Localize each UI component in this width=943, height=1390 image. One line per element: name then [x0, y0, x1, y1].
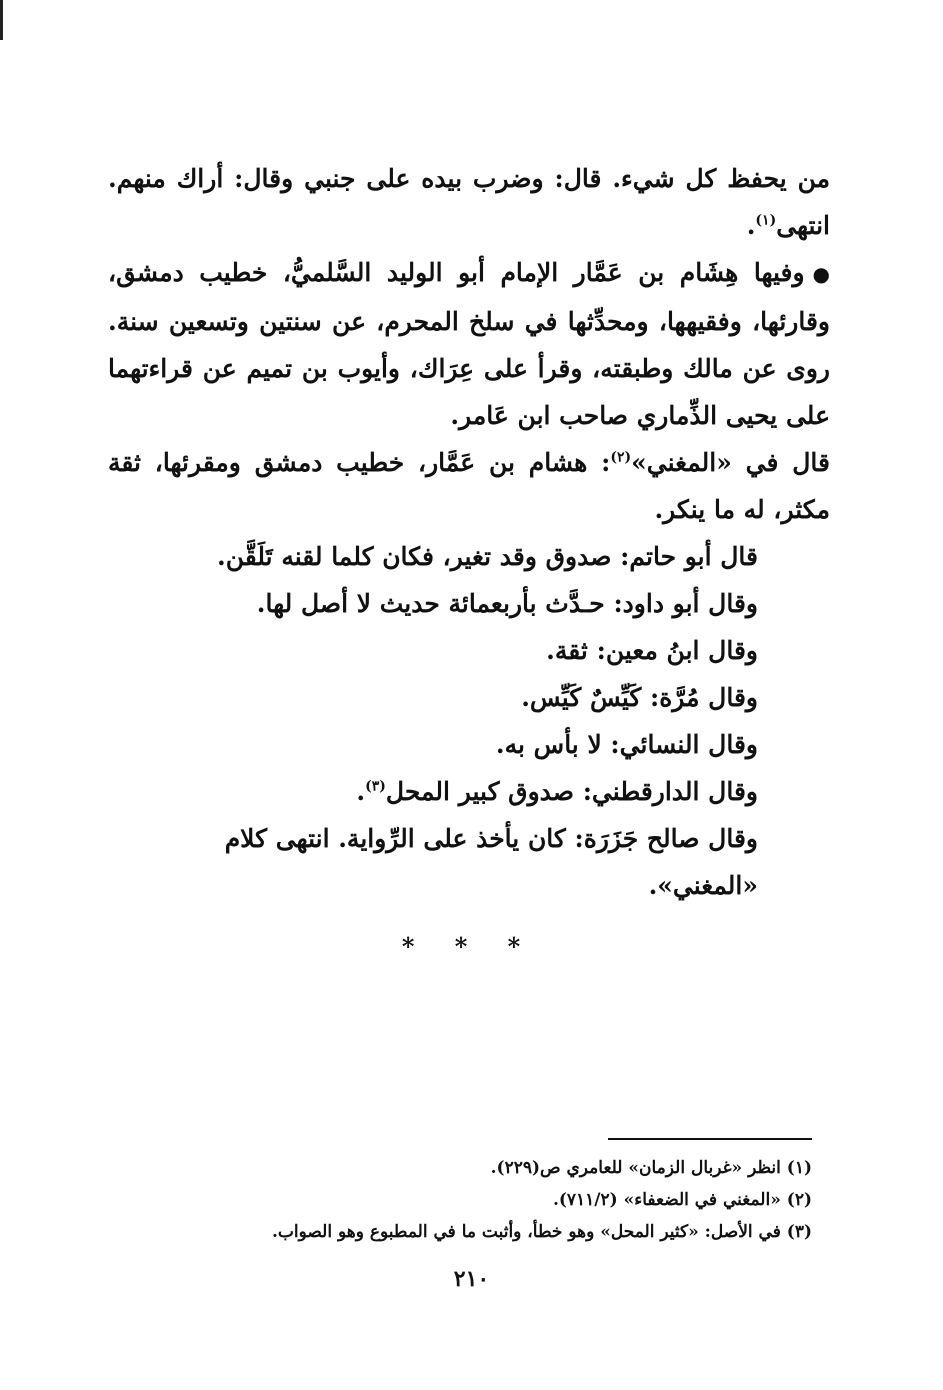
paragraph-1-end: .	[746, 211, 756, 240]
quote-daraqutni	[108, 768, 758, 815]
footnote-ref-3[interactable]: (٣)	[365, 778, 386, 795]
paragraph-2-text: وفيها هِشَام بن عَمَّار الإمام أبو الوليد السَّلميُّ، خطيب دمشق، وقارئها، وفقيهها، ومحدِّثها في سلخ المحرم، عن سنتين وتسعين سنة. روى عن مالك وطبقته، وقرأ على عِرَاك، وأيوب بن تميم عن قراءتهما على يحيى الذِّماري صاحب ابن عَامر.	[108, 258, 830, 430]
footnote-3: (٣) في الأصل: «كثير المحل» وهو خطأ، وأثبت ما في المطبوع وهو الصواب.	[271, 1222, 812, 1242]
paragraph-3-text-b: : هشام بن عَمَّار، خطيب دمشق ومقرئها، ثقة مكثر، له ما ينكر.	[108, 448, 830, 524]
quote-daraqutni-end: .	[356, 777, 366, 806]
scan-edge-mark	[0, 0, 3, 40]
quote-nasai: وقال النسائي: لا بأس به.	[495, 730, 758, 759]
bullet-icon: ●	[812, 262, 830, 286]
paragraph-3	[108, 439, 830, 533]
quote-abu-hatim: قال أبو حاتم: صدوق وقد تغير، فكان كلما لقنه تَلَقَّن.	[217, 542, 758, 571]
footnote-2: (٢) «المغني في الضعفاء» (٧١١/٢).	[552, 1190, 812, 1210]
paragraph-2	[108, 249, 830, 439]
footnotes	[180, 1152, 812, 1248]
footnote-1: (١) انظر «غربال الزمان» للعامري ص(٢٢٩).	[490, 1158, 812, 1178]
main-text	[108, 155, 830, 970]
page-number: ٢١٠	[453, 1266, 490, 1292]
section-separator: * * *	[401, 932, 537, 961]
quote-murra: وقال مُرَّة: كَيِّسٌ كَيِّس.	[521, 683, 758, 712]
quote-salih-jazara: وقال صالح جَزَرَة: كان يأخذ على الرِّواية. انتهى كلام «المغني».	[224, 824, 758, 900]
paragraph-1	[108, 155, 830, 249]
paragraph-3-text-a: قال في «المغني»	[631, 448, 830, 477]
quote-ibn-main: وقال ابنُ معين: ثقة.	[546, 636, 758, 665]
quote-daraqutni-text: وقال الدارقطني: صدوق كبير المحل	[385, 777, 758, 806]
footnote-ref-1[interactable]: (١)	[755, 212, 777, 229]
footnote-divider	[608, 1138, 812, 1140]
quote-abu-dawud: وقال أبو داود: حـدَّث بأربعمائة حديث لا أصل لها.	[256, 589, 758, 618]
footnote-ref-2[interactable]: (٢)	[610, 449, 632, 466]
paragraph-1-text: من يحفظ كل شيء. قال: وضرب بيده على جنبي وقال: أراك منهم. انتهى	[108, 164, 830, 240]
